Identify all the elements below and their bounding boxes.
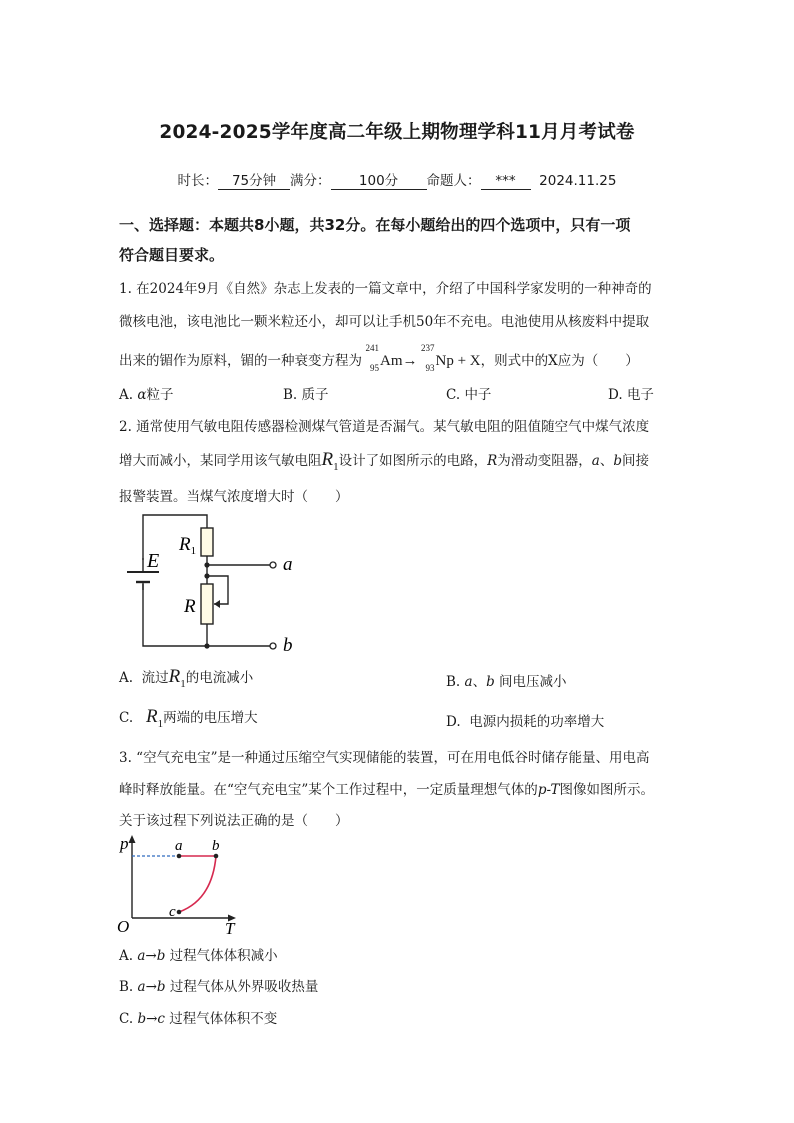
label-origin: O: [117, 917, 130, 936]
r1-symbol: $R_1$: [146, 706, 164, 730]
q1-line3-post: ，则式中的X应为（ ）: [480, 353, 639, 369]
exam-meta: [0, 169, 794, 190]
section-heading: [119, 210, 679, 270]
am-symbol: Am: [380, 353, 403, 369]
q1-line1: 1. 在2024年9月《自然》杂志上发表的一篇文章中，介绍了中国科学家发明的一种神奇的: [119, 281, 652, 297]
junction-dot-a: [204, 562, 209, 567]
q2-option-d[interactable]: D. 电源内损耗的功率增大: [446, 714, 605, 730]
label-r1: $R_1$: [179, 534, 197, 557]
q3-line3: 关于该过程下列说法正确的是（ ）: [119, 813, 349, 829]
point-c: [177, 910, 182, 915]
terminal-a: [270, 562, 276, 568]
duration-label: 时长：: [177, 173, 219, 189]
label-point-b: b: [212, 838, 220, 854]
q3-line1: 3. “空气充电宝”是一种通过压缩空气实现储能的装置，可在用电低谷时储存能量、用电高: [119, 750, 650, 766]
q1-line2: 微核电池，该电池比一颗米粒还小，却可以让手机50年不充电。电池使用从核废料中提取: [119, 314, 650, 330]
q1-option-b[interactable]: B. 质子: [283, 387, 329, 403]
q2-line2: 增大而减小，某同学用该气敏电阻$R_1$设计了如图所示的电路，R为滑动变阻器，a、b间接: [119, 449, 649, 473]
duration-value: 75分钟: [218, 169, 290, 190]
circuit-diagram: [118, 510, 308, 655]
junction-dot-slider: [204, 573, 209, 578]
am-atomic-number: 95: [370, 363, 379, 373]
q3-option-a[interactable]: A. a→b 过程气体体积减小: [119, 948, 278, 964]
q2-option-b[interactable]: B. a、b 间电压减小: [446, 674, 567, 690]
q1-option-a[interactable]: A. α粒子: [119, 387, 174, 403]
q3-option-b[interactable]: B. a→b 过程气体从外界吸收热量: [119, 979, 319, 995]
p-axis-arrow: [129, 835, 136, 843]
q1-line3-pre: 出来的镅作为原料，镅的一种衰变方程为: [119, 353, 362, 369]
author-value: ***: [481, 173, 531, 190]
score-value: 100分: [331, 169, 427, 190]
np-atomic-number: 93: [425, 363, 435, 373]
label-r: R: [184, 596, 196, 617]
curve-b-c: [179, 856, 216, 912]
decay-arrow: →: [402, 353, 418, 369]
section-heading-line1: 一、选择题：本题共8小题，共32分。在每小题给出的四个选项中，只有一项: [119, 216, 631, 234]
exam-title: 2024-2025学年度高二年级上期物理学科11月月考试卷: [159, 122, 635, 143]
plus-x: + X: [457, 353, 481, 369]
q2-line1: 2. 通常使用气敏电阻传感器检测煤气管道是否漏气。某气敏电阻的阻值随空气中煤气浓度: [119, 419, 650, 435]
q2-option-a[interactable]: A. 流过$R_1$的电流减小: [119, 666, 254, 690]
q3-line2: 峰时释放能量。在“空气充电宝”某个工作过程中，一定质量理想气体的p-T图像如图所示。: [119, 782, 655, 798]
q1-option-d[interactable]: D. 电子: [608, 387, 654, 403]
label-e: E: [147, 550, 160, 572]
r1-symbol: $R_1$: [321, 449, 339, 473]
np-mass-number: 237: [421, 343, 435, 353]
decay-equation: [362, 343, 481, 373]
point-b: [214, 854, 219, 859]
label-p: p: [120, 834, 129, 853]
q2-line3: 报警装置。当煤气浓度增大时（ ）: [119, 489, 349, 505]
section-heading-line2: 符合题目要求。: [119, 246, 225, 264]
score-label: 满分：: [290, 173, 331, 189]
point-a: [177, 854, 182, 859]
label-a: a: [283, 554, 293, 575]
slider-arrow: [214, 600, 220, 608]
np-symbol: Np: [435, 353, 454, 369]
alpha-symbol: α: [137, 387, 147, 403]
pt-graph: [112, 832, 247, 937]
junction-dot-b: [204, 643, 209, 648]
q2-option-c[interactable]: C. $R_1$两端的电压增大: [119, 706, 258, 730]
q3-option-c[interactable]: C. b→c 过程气体体积不变: [119, 1011, 278, 1027]
label-point-c: c: [169, 904, 176, 920]
rheostat-r: [201, 584, 213, 624]
q1-option-c[interactable]: C. 中子: [446, 387, 492, 403]
author-label: 命题人：: [426, 173, 481, 189]
q1-line3: [119, 343, 639, 373]
resistor-r1: [201, 528, 213, 556]
exam-date: 2024.11.25: [539, 173, 617, 189]
label-t: T: [225, 919, 235, 937]
label-b: b: [283, 635, 293, 655]
r1-symbol: $R_1$: [168, 666, 186, 690]
label-point-a: a: [175, 838, 183, 854]
terminal-b: [270, 643, 276, 649]
am-mass-number: 241: [365, 343, 379, 353]
